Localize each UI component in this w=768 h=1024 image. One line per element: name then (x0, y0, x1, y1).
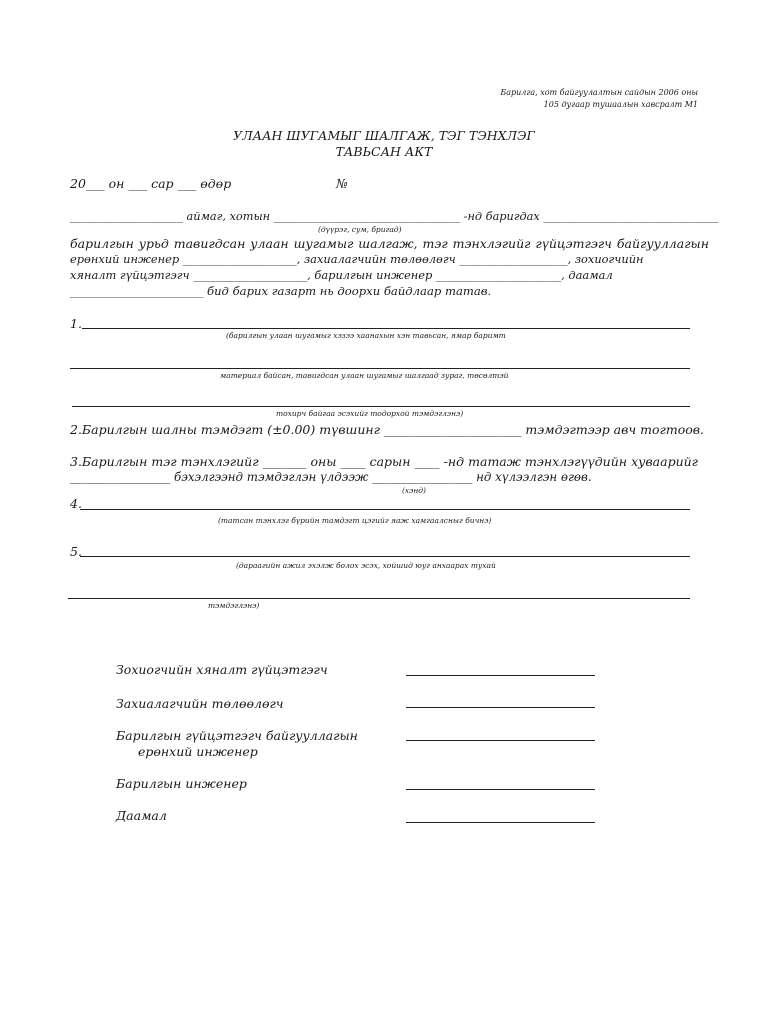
item1-fill-line (82, 328, 690, 329)
signature-label-construction-engineer: Барилгын инженер (116, 776, 247, 791)
item1-label: 1. (70, 316, 82, 331)
location-line: ____________________ аймаг, хотын _________________________________ -нд баригдах _______________________________ (70, 210, 719, 223)
item3-line2: _________________ бэхэлгээнд тэмдэглэн үлдээж _________________ нд хүлээлгэн өгөв. (70, 470, 592, 484)
document-title-line1: УЛААН ШУГАМЫГ ШАЛГАЖ, ТЭГ ТЭНХЛЭГ (233, 128, 535, 143)
date-line: 20___ он ___ сар ___ өдөр (70, 176, 232, 191)
intro-line4: _______________________ бид барих газарт нь доорхи байдлаар татав. (70, 284, 492, 298)
signature-line-contractor-chief-engineer (406, 740, 595, 741)
item5-label: 5. (70, 544, 82, 559)
intro-line3: хяналт гүйцэтгэгч ____________________, барилгын инженер ______________________, даамал (70, 268, 613, 282)
signature-label-designer-supervisor: Зохиогчийн хяналт гүйцэтгэгч (116, 662, 328, 677)
signature-label-contractor-chief-engineer: Барилгын гүйцэтгэгч байгууллагын (116, 728, 358, 743)
item2-text: 2.Барилгын шалны тэмдэгт (±0.00) түвшинг ______________________ тэмдэгтээр авч тогтоов. (70, 422, 705, 437)
header-note-line2: 105 дугаар тушаалын хавсралт М1 (543, 100, 698, 109)
item4-note: (татсан тэнхлэг бүрийн тамдэгт цэгийг яаж хамгаалсныг бичнэ) (218, 516, 492, 525)
item5-fill-line (80, 556, 690, 557)
signature-line-construction-engineer (406, 789, 595, 790)
item4-label: 4. (70, 496, 82, 511)
signature-line-designer-supervisor (406, 675, 595, 676)
signature-label-client-representative: Захиалагчийн төлөөлөгч (116, 696, 284, 711)
item5-line2 (68, 598, 690, 599)
location-note: (дүүрэг, сум, бригад) (318, 225, 402, 234)
act-number: № (336, 176, 348, 191)
item5-note1: (дараагийн ажил эхэлж болох эсэх, хойшид юуг анхаарах тухай (236, 561, 496, 570)
intro-line2: ерөнхий инженер ____________________, захиалагчийн төлөөлөгч ___________________, зохиогчийн (70, 252, 644, 266)
item5-note2: тэмдэглэнэ) (208, 601, 260, 610)
item3-line1: 3.Барилгын тэг тэнхлэгийг _______ оны ____ сарын ____ -нд татаж тэнхлэгүүдийн хуваарийг (70, 454, 698, 469)
item1-line3 (72, 406, 690, 407)
item1-line2 (70, 368, 690, 369)
item1-note1: (барилгын улаан шугамыг хэзээ хаанахын хэн тавьсан, ямар баримт (226, 331, 506, 340)
item1-note2: материал байсан, тавигдсан улаан шугамыг шалгаад зураг, төсөлтэй (220, 371, 509, 380)
signature-line-client-representative (406, 707, 595, 708)
item4-fill-line (80, 509, 690, 510)
signature-line-foreman (406, 822, 595, 823)
signature-label-foreman: Даамал (116, 808, 167, 823)
item3-note: (хэнд) (402, 486, 426, 495)
signature-label-contractor-chief-engineer-2: ерөнхий инженер (138, 744, 258, 759)
document-title-line2: ТАВЬСАН АКТ (335, 144, 433, 159)
header-note-line1: Барилга, хот байгуулалтын сайдын 2006 оны (500, 88, 698, 97)
item1-note3: тохирч байгаа эсэхийг тодорхой тэмдэглэнэ) (276, 409, 464, 418)
intro-line1: барилгын урьд тавигдсан улаан шугамыг шалгаж, тэг тэнхлэгийг гүйцэтгэгч байгууллагын (70, 236, 709, 251)
